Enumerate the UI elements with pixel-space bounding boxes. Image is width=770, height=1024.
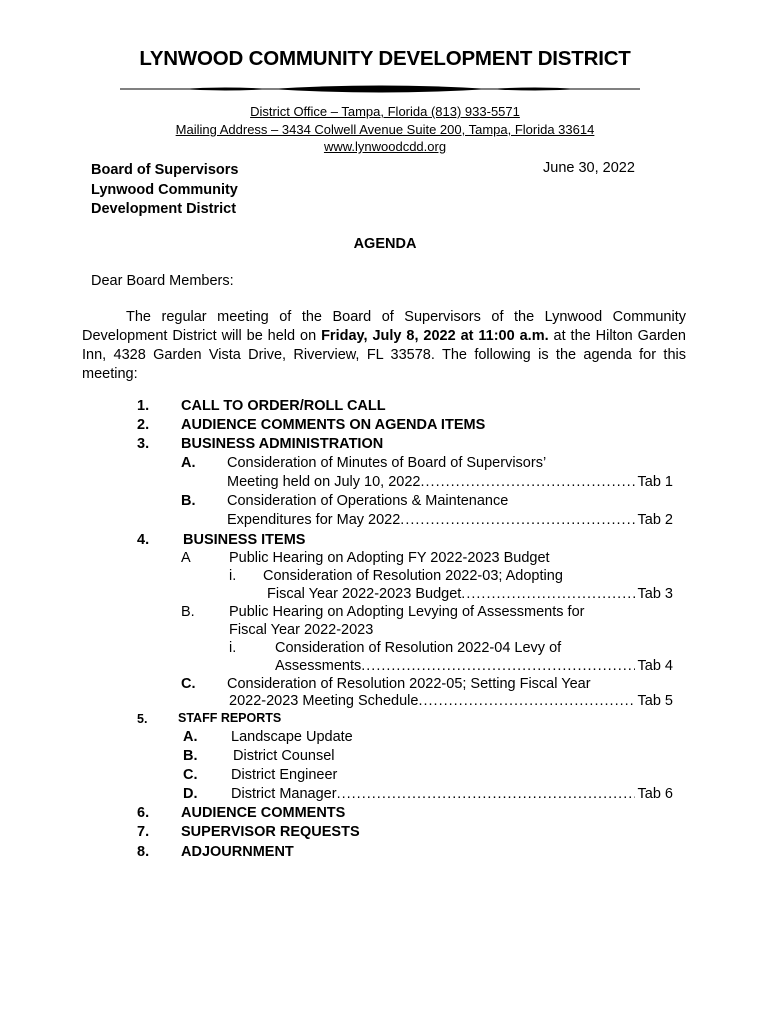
sub-letter: A. <box>183 729 198 745</box>
sub-text: Public Hearing on Adopting FY 2022-2023 Budget <box>229 550 550 566</box>
item-title: AUDIENCE COMMENTS ON AGENDA ITEMS <box>181 417 486 433</box>
letter-date: June 30, 2022 <box>543 160 635 176</box>
decorative-rule <box>120 82 640 94</box>
sub-text: Consideration of Minutes of Board of Supervisors’ <box>227 455 547 471</box>
sub-letter: B. <box>183 748 198 764</box>
sub-letter: B. <box>181 493 196 509</box>
item-number: 6. <box>137 805 150 821</box>
sub-text: Meeting held on July 10, 2022 <box>227 474 421 490</box>
sub-leader-line <box>227 512 673 528</box>
district-office-line: District Office – Tampa, Florida (813) 933-5571 <box>250 104 520 119</box>
item-number: 3. <box>137 436 150 452</box>
sub-leader-line <box>229 693 673 709</box>
addressee-line-2: Lynwood Community <box>91 182 238 198</box>
item-number: 2. <box>137 417 150 433</box>
tab-reference: Tab 3 <box>637 586 673 602</box>
intro-text-2: at the Hilton Garden Inn, 4328 Garden Vista Drive, Riverview, FL 33578. The following is the agenda for this meeting: <box>82 328 686 382</box>
meeting-datetime: Friday, July 8, 2022 at 11:00 a.m. <box>321 328 549 344</box>
tab-reference: Tab 4 <box>637 658 673 674</box>
sub-text: Landscape Update <box>231 729 353 745</box>
tab-reference: Tab 2 <box>637 512 673 528</box>
sub-leader-line <box>231 786 673 802</box>
item-number: 5. <box>137 712 148 726</box>
sub-text: Consideration of Operations & Maintenance <box>227 493 509 509</box>
roman-text: Fiscal Year 2022-2023 Budget <box>267 586 462 602</box>
website-link[interactable]: www.lynwoodcdd.org <box>323 139 447 154</box>
item-title: ADJOURNMENT <box>181 844 294 860</box>
tab-reference: Tab 1 <box>637 474 673 490</box>
sub-text: District Engineer <box>231 767 338 783</box>
salutation: Dear Board Members: <box>91 273 234 289</box>
roman-numeral: i. <box>229 640 237 656</box>
sub-text: Public Hearing on Adopting Levying of Assessments for <box>229 604 585 620</box>
item-title: STAFF REPORTS <box>178 711 282 725</box>
sub-letter: D. <box>183 786 198 802</box>
agenda-heading: AGENDA <box>353 236 417 252</box>
sub-text: District Counsel <box>233 748 335 764</box>
district-title: LYNWOOD COMMUNITY DEVELOPMENT DISTRICT <box>139 47 631 70</box>
item-number: 4. <box>137 532 150 548</box>
intro-text-1: The regular meeting of the Board of Supervisors of the Lynwood Community Development District will be held on <box>82 309 686 344</box>
sub-letter: C. <box>183 767 198 783</box>
item-title: BUSINESS ITEMS <box>183 532 306 548</box>
sub-text: 2022-2023 Meeting Schedule <box>229 693 419 709</box>
ornament-rule-icon <box>120 83 640 95</box>
sub-text: Expenditures for May 2022 <box>227 512 401 528</box>
tab-reference: Tab 6 <box>637 786 673 802</box>
mailing-address-line: Mailing Address – 3434 Colwell Avenue Suite 200, Tampa, Florida 33614 <box>175 122 595 137</box>
roman-text: Consideration of Resolution 2022-03; Adopting <box>263 568 563 584</box>
sub-letter: A <box>181 550 191 566</box>
item-number: 1. <box>137 398 150 414</box>
sub-text: Fiscal Year 2022-2023 <box>229 622 374 638</box>
item-title: SUPERVISOR REQUESTS <box>181 824 360 840</box>
roman-text: Consideration of Resolution 2022-04 Levy of <box>275 640 562 656</box>
roman-leader-line <box>275 658 673 674</box>
intro-paragraph <box>82 308 686 384</box>
sub-leader-line <box>227 474 673 490</box>
addressee-line-3: Development District <box>91 201 237 217</box>
item-title: BUSINESS ADMINISTRATION <box>181 436 384 452</box>
item-number: 8. <box>137 844 150 860</box>
roman-leader-line <box>267 586 673 602</box>
sub-text: District Manager <box>231 786 337 802</box>
sub-text: Consideration of Resolution 2022-05; Setting Fiscal Year <box>227 676 591 692</box>
item-title: CALL TO ORDER/ROLL CALL <box>181 398 386 414</box>
roman-numeral: i. <box>229 568 237 584</box>
roman-text: Assessments <box>275 658 362 674</box>
sub-letter: A. <box>181 455 196 471</box>
sub-letter: C. <box>181 676 196 692</box>
sub-letter: B. <box>181 604 195 620</box>
item-number: 7. <box>137 824 150 840</box>
item-title: AUDIENCE COMMENTS <box>181 805 346 821</box>
addressee-line-1: Board of Supervisors <box>91 162 239 178</box>
tab-reference: Tab 5 <box>637 693 673 709</box>
